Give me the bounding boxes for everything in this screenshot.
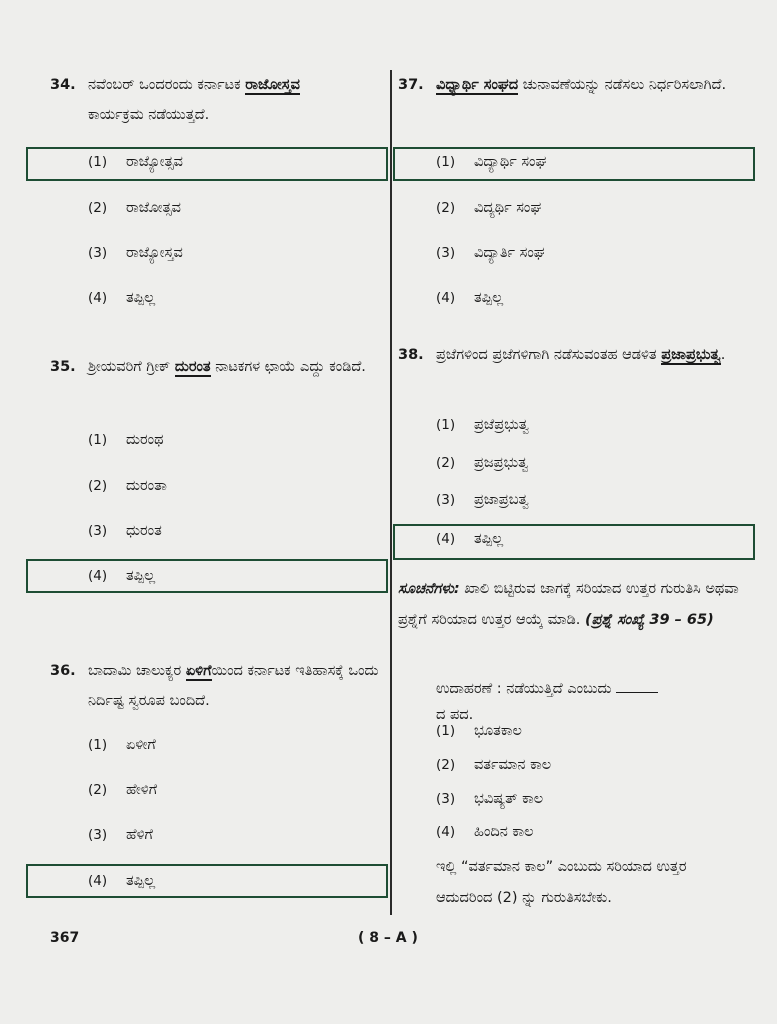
question-36 [50,656,382,718]
instructions-body: ಖಾಲಿ ಬಿಟ್ಟಿರುವ ಜಾಗಕ್ಕೆ ಸರಿಯಾದ ಉತ್ತರ ಗುರುತಿಸಿ ಅಥವಾ ಪ್ರಶ್ನೆಗೆ ಸರಿಯಾದ ಉತ್ತರ ಆಯ್ಕೆ ಮಾಡಿ. [398,581,739,628]
underlined-word: ದುರಂತ [174,359,211,375]
answer-box [26,864,388,898]
question-34 [50,70,382,132]
column-divider [390,70,392,915]
question-35 [50,352,382,414]
underlined-word: ಏಳಿಗೆ [185,663,212,679]
instructions-heading: ಸೂಚನೆಗಳು: [398,581,460,597]
exam-page: 34. ನವೆಂಬರ್ ಒಂದರಂದು ಕರ್ನಾಟಕ ರಾಜೋಸ್ತವ ಕಾರ್ಯಕ್ರಮ ನಡೆಯುತ್ತದೆ. (1) ರಾಜ್ಯೋತ್ಸವ (2) ರಾಜೋತ್ಸವ (3) ರಾಜ್ಯೋಸ್ತವ (4) ತಪ್ಪಿಲ್ಲ 35. ಶ್ರೀಯವರಿಗೆ ಗ್ರೀಕ್ ದುರಂತ ನಾಟಕಗಳ ಛಾಯೆ ಎದ್ದು ಕಂಡಿದೆ. (1) ದುರಂಥ (2) ದುರಂತಾ (3) ಧುರಂತ (4) ತಪ್ಪಿಲ್ಲ 36. ಬಾದಾಮಿ ಚಾಲುಕ್ಯರ ಏಳಿಗೆಯಿಂದ ಕರ್ನಾಟಕ ಇತಿಹಾಸಕ್ಕೆ ಒಂದು ನಿರ್ದಿಷ್ಟ ಸ್ವರೂಪ ಬಂದಿದೆ. (1) ಏಳೀಗೆ (2) ಹೇಳಿಗೆ (3) ಹೆಳಿಗೆ (4) ತಪ್ಪಿಲ್ಲ 37. ವಿಧ್ಯಾರ್ಥಿ ಸಂಘದ ಚುನಾವಣೆಯನ್ನು ನಡೆಸಲು ನಿರ್ಧರಿಸಲಾಗಿದೆ. (1) ವಿದ್ಯಾರ್ಥಿ ಸಂಘ (2) ವಿದ್ಯರ್ಥಿ ಸಂಘ (3) ವಿದ್ಯಾರ್ತಿ ಸಂಘ (4) ತಪ್ಪಿಲ್ಲ 38. ಪ್ರಜೆಗಳಿಂದ ಪ್ರಜೆಗಳಿಗಾಗಿ ನಡೆಸುವಂತಹ ಆಡಳಿತ ಪ್ರಜಾಪ್ರಭುತ್ವ. (1) ಪ್ರಜೆಪ್ರಭುತ್ವ (2) ಪ್ರಜಪ್ರಭುತ್ವ (3) ಪ್ರಜಾಪ್ರಬತ್ವ (4) ತಪ್ಪಿಲ್ಲ ಸೂಚನೆಗಳು: ಖಾಲಿ ಬಿಟ್ಟಿರುವ ಜಾಗಕ್ಕೆ ಸರಿಯಾದ ಉತ್ತರ ಗುರುತಿಸಿ ಅಥವಾ ಪ್ರಶ್ನೆಗೆ ಸರಿಯಾದ ಉತ್ತರ ಆಯ್ಕೆ ಮಾಡಿ. (ಪ್ರಶ್ನೆ ಸಂಖ್ಯೆ 39 – 65) ಉದಾಹರಣೆ : ನಡೆಯುತ್ತಿದೆ ಎಂಬುದು ದ ಪದ. (1) ಭೂತಕಾಲ (2) ವರ್ತಮಾನ ಕಾಲ (3) ಭವಿಷ್ಯತ್ ಕಾಲ (4) ಹಿಂದಿನ ಕಾಲ ಇಲ್ಲಿ “ವರ್ತಮಾನ ಕಾಲ” ಎಂಬುದು ಸರಿಯಾದ ಉತ್ತರ ಆದುದರಿಂದ (2) ನ್ನು ಗುರುತಿಸಬೇಕು. 367 ( 8 – A ) [0,0,777,1024]
example-suffix: ದ ಪದ. [436,707,474,723]
question-range: (ಪ್ರಶ್ನೆ ಸಂಖ್ಯೆ 39 – 65) [584,612,714,628]
question-text: ಶ್ರೀಯವರಿಗೆ ಗ್ರೀಕ್ ದುರಂತ ನಾಟಕಗಳ ಛಾಯೆ ಎದ್ದು ಕಂಡಿದೆ. [88,359,366,375]
answer-box [26,147,388,181]
underlined-word: ರಾಜೋಸ್ತವ [245,77,300,93]
instructions-block [398,574,744,636]
question-number: 36. [50,663,76,679]
underlined-word: ವಿಧ್ಯಾರ್ಥಿ ಸಂಘದ [436,77,519,93]
question-text: ನವೆಂಬರ್ ಒಂದರಂದು ಕರ್ನಾಟಕ ರಾಜೋಸ್ತವ ಕಾರ್ಯಕ್ರಮ ನಡೆಯುತ್ತದೆ. [88,77,300,123]
answer-box [26,559,388,593]
question-38 [398,340,744,402]
underlined-word: ಪ್ರಜಾಪ್ರಭುತ್ವ [661,347,721,363]
question-text: ಪ್ರಜೆಗಳಿಂದ ಪ್ರಜೆಗಳಿಗಾಗಿ ನಡೆಸುವಂತಹ ಆಡಳಿತ ಪ್ರಜಾಪ್ರಭುತ್ವ. [436,347,726,363]
question-37 [398,70,744,132]
question-number: 35. [50,359,76,375]
question-number: 38. [398,347,424,363]
booklet-code: 367 [50,930,80,946]
question-text: ಬಾದಾಮಿ ಚಾಲುಕ್ಯರ ಏಳಿಗೆಯಿಂದ ಕರ್ನಾಟಕ ಇತಿಹಾಸಕ್ಕೆ ಒಂದು ನಿರ್ದಿಷ್ಟ ಸ್ವರೂಪ ಬಂದಿದೆ. [88,663,379,709]
page-number: ( 8 – A ) [358,930,418,946]
question-number: 37. [398,77,424,93]
question-number: 34. [50,77,76,93]
example-conclusion: ಇಲ್ಲಿ “ವರ್ತಮಾನ ಕಾಲ” ಎಂಬುದು ಸರಿಯಾದ ಉತ್ತರ ಆದುದರಿಂದ (2) ನ್ನು ಗುರುತಿಸಬೇಕು. [436,859,687,906]
question-text: ವಿಧ್ಯಾರ್ಥಿ ಸಂಘದ ಚುನಾವಣೆಯನ್ನು ನಡೆಸಲು ನಿರ್ಧರಿಸಲಾಗಿದೆ. [436,77,727,93]
example-label: ಉದಾಹರಣೆ : ನಡೆಯುತ್ತಿದೆ ಎಂಬುದು [436,681,612,697]
blank-line [616,678,658,693]
